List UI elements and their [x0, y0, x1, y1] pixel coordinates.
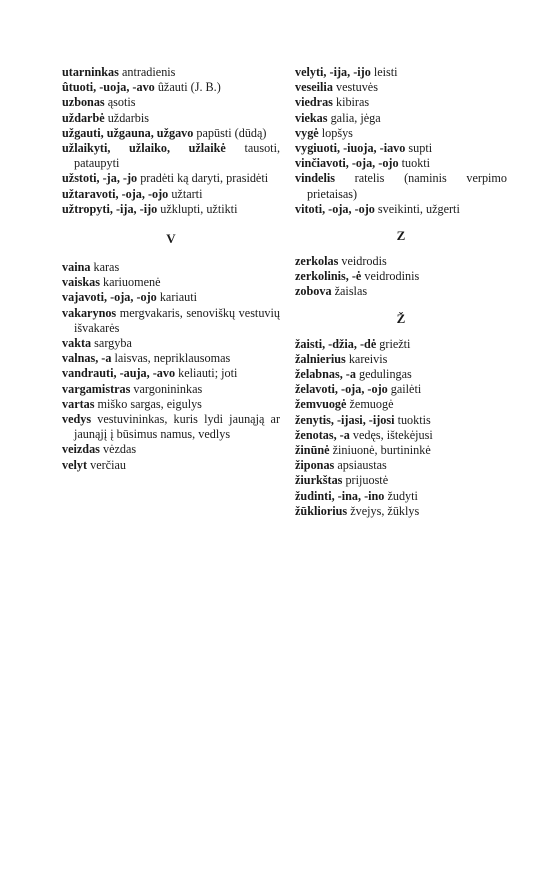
- section-heading-z: Z: [396, 228, 406, 244]
- entry-definition: kariauti: [159, 290, 198, 305]
- dictionary-entry: [62, 141, 280, 171]
- entry-headword: vakarynos: [62, 305, 117, 320]
- dictionary-entry: [62, 366, 280, 381]
- dictionary-entry: [295, 171, 507, 201]
- dictionary-entry: [295, 65, 507, 80]
- entry-headword: viekas: [295, 110, 328, 125]
- left-column: [62, 65, 280, 473]
- entry-list: [62, 65, 280, 217]
- entry-headword: želavoti, -oja, -ojo: [295, 382, 388, 397]
- dictionary-entry: [62, 306, 280, 336]
- entry-definition: užklupti, užtikti: [160, 201, 238, 216]
- entry-definition: kibiras: [335, 95, 370, 110]
- right-column: [295, 65, 507, 519]
- entry-headword: zobova: [295, 284, 332, 299]
- entry-definition: galia, jėga: [330, 110, 381, 125]
- entry-definition: ûžauti (J. B.): [157, 80, 221, 95]
- entry-headword: zerkolinis, -ė: [295, 269, 362, 284]
- entry-headword: vedys: [62, 412, 92, 427]
- entry-list: [62, 260, 280, 473]
- entry-definition: sveikinti, užgerti: [377, 201, 460, 216]
- entry-definition: kareivis: [348, 351, 388, 366]
- entry-definition: miško sargas, eigulys: [97, 396, 202, 411]
- entry-definition: lopšys: [321, 125, 353, 140]
- dictionary-entry: [62, 187, 280, 202]
- entry-definition: ratelis (naminis verpimo prietaisas): [307, 171, 508, 201]
- entry-definition: antradienis: [121, 65, 176, 79]
- entry-definition: vedęs, ištekėjusi: [352, 427, 433, 442]
- dictionary-entry: [62, 458, 280, 473]
- entry-definition: keliauti; joti: [178, 366, 238, 381]
- dictionary-entry: [62, 412, 280, 442]
- entry-headword: vitoti, -oja, -ojo: [295, 201, 375, 216]
- entry-headword: utarninkas: [62, 65, 119, 79]
- entry-definition: uždarbis: [107, 110, 149, 125]
- entry-definition: prijuostė: [345, 473, 389, 488]
- dictionary-entry: [62, 260, 280, 275]
- dictionary-entry: [295, 156, 507, 171]
- dictionary-entry: [295, 269, 507, 284]
- entry-headword: žaisti, -džia, -dė: [295, 336, 377, 351]
- entry-definition: vestuvininkas, kuris lydi jaunąją ar jaunąjį į būsimus namus, vedlys: [74, 412, 280, 442]
- entry-headword: velyt: [62, 457, 88, 472]
- dictionary-entry: [295, 473, 507, 488]
- entry-definition: apsiaustas: [337, 458, 387, 473]
- dictionary-entry: [62, 126, 280, 141]
- entry-headword: vinčiavoti, -oja, -ojo: [295, 156, 399, 171]
- dictionary-entry: [295, 428, 507, 443]
- dictionary-entry: [295, 367, 507, 382]
- dictionary-entry: [62, 336, 280, 351]
- entry-definition: tausoti, pataupyti: [74, 141, 280, 171]
- entry-definition: tuokti: [401, 156, 431, 171]
- entry-headword: užtaravoti, -oja, -ojo: [62, 186, 169, 201]
- entry-headword: ženotas, -a: [295, 427, 350, 442]
- entry-headword: užlaikyti, užlaiko, užlaikė: [62, 141, 226, 156]
- section-heading-v: V: [166, 231, 176, 247]
- dictionary-entry: [62, 397, 280, 412]
- dictionary-entry: [62, 111, 280, 126]
- entry-definition: gailėti: [390, 382, 422, 397]
- dictionary-entry: [295, 284, 507, 299]
- entry-headword: užtropyti, -ija, -ijo: [62, 201, 158, 216]
- dictionary-entry: [295, 80, 507, 95]
- entry-definition: žemuogė: [349, 397, 394, 412]
- entry-headword: uždarbė: [62, 110, 105, 125]
- entry-definition: pradėti ką daryti, prasidėti: [140, 171, 269, 186]
- dictionary-entry: [295, 141, 507, 156]
- dictionary-entry: [62, 442, 280, 457]
- dictionary-entry: [62, 80, 280, 95]
- entry-definition: ąsotis: [107, 95, 136, 110]
- entry-definition: mergvakaris, senoviškų vestuvių išvakarės: [74, 305, 280, 335]
- dictionary-entry: [62, 382, 280, 397]
- dictionary-entry: [295, 397, 507, 412]
- entry-definition: tuoktis: [397, 412, 431, 427]
- entry-headword: vaiskas: [62, 275, 100, 290]
- section-heading-zh: Ž: [396, 310, 406, 326]
- entry-definition: papūsti (dūdą): [196, 125, 267, 140]
- entry-headword: žalnierius: [295, 351, 346, 366]
- entry-definition: užtarti: [171, 186, 203, 201]
- entry-definition: veidrodinis: [364, 269, 420, 284]
- dictionary-entry: [295, 382, 507, 397]
- dictionary-entry: [295, 111, 507, 126]
- dictionary-entry: [295, 337, 507, 352]
- dictionary-entry: [295, 95, 507, 110]
- dictionary-entry: [62, 65, 280, 80]
- dictionary-entry: [62, 275, 280, 290]
- dictionary-entry: [295, 202, 507, 217]
- entry-definition: kariuomenė: [102, 275, 161, 290]
- entry-headword: veizdas: [62, 442, 100, 457]
- entry-definition: griežti: [379, 336, 411, 351]
- entry-definition: vėzdas: [102, 442, 137, 457]
- entry-headword: vaina: [62, 260, 91, 275]
- entry-headword: vygė: [295, 125, 319, 140]
- entry-headword: vajavoti, -oja, -ojo: [62, 290, 157, 305]
- entry-definition: veidrodis: [341, 254, 387, 269]
- dictionary-entry: [295, 489, 507, 504]
- entry-headword: velyti, -ija, -ijo: [295, 65, 371, 79]
- entry-headword: ûtuoti, -uoja, -avo: [62, 80, 155, 95]
- dictionary-entry: [62, 290, 280, 305]
- entry-list: [295, 65, 507, 217]
- entry-definition: laisvas, nepriklausomas: [114, 351, 231, 366]
- entry-headword: ženytis, -ijasi, -ijosi: [295, 412, 395, 427]
- entry-headword: žudinti, -ina, -ino: [295, 488, 385, 503]
- entry-headword: želabnas, -a: [295, 367, 356, 382]
- entry-definition: sargyba: [94, 336, 132, 351]
- entry-definition: gedulingas: [358, 367, 412, 382]
- entry-headword: vargamistras: [62, 381, 131, 396]
- entry-headword: vandrauti, -auja, -avo: [62, 366, 176, 381]
- entry-headword: žiponas: [295, 458, 335, 473]
- entry-definition: žaislas: [334, 284, 368, 299]
- entry-headword: valnas, -a: [62, 351, 112, 366]
- entry-definition: žiniuonė, burtininkė: [332, 443, 431, 458]
- entry-headword: žiurkštas: [295, 473, 343, 488]
- dictionary-entry: [295, 443, 507, 458]
- entry-headword: zerkolas: [295, 254, 339, 269]
- dictionary-entry: [295, 352, 507, 367]
- entry-definition: karas: [93, 260, 120, 275]
- entry-headword: veseilia: [295, 80, 333, 95]
- entry-headword: uzbonas: [62, 95, 105, 110]
- entry-list: [295, 337, 507, 519]
- entry-headword: žūkliorius: [295, 503, 348, 518]
- entry-headword: vakta: [62, 336, 92, 351]
- dictionary-entry: [62, 171, 280, 186]
- entry-definition: verčiau: [90, 457, 126, 472]
- entry-headword: užstoti, -ja, -jo: [62, 171, 138, 186]
- dictionary-entry: [295, 504, 507, 519]
- entry-definition: leisti: [373, 65, 398, 79]
- entry-headword: vindelis: [295, 171, 335, 186]
- entry-headword: užgauti, užgauna, užgavo: [62, 125, 194, 140]
- entry-definition: vargonininkas: [133, 381, 203, 396]
- entry-headword: vartas: [62, 396, 95, 411]
- entry-headword: viedras: [295, 95, 333, 110]
- entry-definition: žvejys, žūklys: [350, 503, 420, 518]
- entry-definition: vestuvės: [335, 80, 378, 95]
- dictionary-entry: [62, 351, 280, 366]
- entry-headword: vygiuoti, -iuoja, -iavo: [295, 141, 406, 156]
- dictionary-entry: [295, 413, 507, 428]
- dictionary-entry: [62, 95, 280, 110]
- entry-list: [295, 254, 507, 300]
- entry-headword: žinūnė: [295, 443, 330, 458]
- dictionary-entry: [295, 458, 507, 473]
- dictionary-entry: [62, 202, 280, 217]
- entry-definition: žudyti: [387, 488, 418, 503]
- entry-definition: supti: [408, 141, 433, 156]
- dictionary-entry: [295, 126, 507, 141]
- entry-headword: žemvuogė: [295, 397, 347, 412]
- dictionary-entry: [295, 254, 507, 269]
